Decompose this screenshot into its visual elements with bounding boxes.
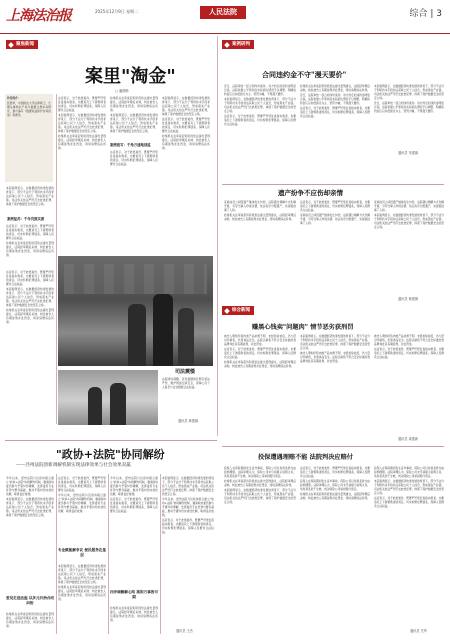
author-cppcc: 通讯员 王杰 <box>176 629 193 633</box>
article-paragraph: 法官表示，对于此类案件，既要严厉惩处直接实施者，也要追究上下游帮助者的责任，切实斩断犯罪链条，保障人民群众合法权益。 <box>58 96 106 113</box>
article-paragraph: 法官表示，对于此类案件，既要严厉惩处直接实施者，也要追究上下游帮助者的责任，切实斩断犯罪链条，保障人民群众合法权益。 <box>110 150 158 167</box>
article-subtitle-cppcc: ——泾州法院创新调解机制实现法律效果与社会效果双赢 <box>16 463 131 468</box>
article-paragraph: 今年以来，泾州法院与区政协联合建立"政协+法院"协同解纷机制，邀请政协委员参与矛盾纠纷调解，发挥委员专业优势与群众基础，推动矛盾纠纷实质性化解，取得良好成效。 <box>162 497 214 518</box>
article-title-insurance: 投保遭遇理赔不能 法院判决应赔付 <box>258 454 353 461</box>
article-paragraph: 检察机关在审查起诉阶段依法提出量刑建议，法院经审理后采纳，判处被告人有期徒刑并处罚金，同时追缴违法所得。 <box>300 491 370 500</box>
article-paragraph: 法官表示，对于此类案件，既要严厉惩处直接实施者，也要追究上下游帮助者的责任，切实斩断犯罪链条，保障人民群众合法权益。 <box>300 200 370 213</box>
article-paragraph: 本起案例显示，在数据经济快速发展的背景下，部分不法分子利用技术手段非法获取公民个人信息，形成黑灰产业链。司法机关依法严厉打击此类犯罪，体现了保护数据安全的坚定立场。 <box>374 212 444 230</box>
article-paragraph: 本起案例显示，在数据经济快速发展的背景下，部分不法分子利用技术手段非法获取公民个人信息，形成黑灰产业链。司法机关依法严厉打击此类犯罪，体现了保护数据安全的坚定立场。 <box>6 286 54 308</box>
article-paragraph: 本起案例显示，在数据经济快速发展的背景下，部分不法分子利用技术手段非法获取公民个人信息，形成黑灰产业链。司法机关依法严厉打击此类犯罪，体现了保护数据安全的坚定立场。 <box>58 112 106 134</box>
subhead-1: 案例复苏：千年究鼓实质 <box>7 217 45 221</box>
article-paragraph: 检察机关在审查起诉阶段依法提出量刑建议，法院经审理后采纳，判处被告人有期徒刑并处罚金，同时追缴违法所得。 <box>58 134 106 151</box>
article-paragraph: 本起案例显示，在数据经济快速发展的背景下，部分不法分子利用技术手段非法获取公民个人信息，形成黑灰产业链。司法机关依法严厉打击此类犯罪，体现了保护数据安全的坚定立场。 <box>374 84 444 101</box>
article-paragraph: 本起案例显示，在数据经济快速发展的背景下，部分不法分子利用技术手段非法获取公民个人信息，形成黑灰产业链。司法机关依法严厉打击此类犯罪，体现了保护数据安全的坚定立场。 <box>6 186 54 207</box>
column-tag-right-2: 综合新闻 <box>222 306 254 315</box>
office-photo <box>58 370 158 425</box>
article-paragraph: 被告人明知所售肉类产品来源不明、未经检验检疫，仍大量对外销售，危害食品安全。法院以销售不符合安全标准的食品罪判处其有期徒刑，并处罚金。 <box>224 334 296 347</box>
article-paragraph: 法官表示，对于此类案件，既要严厉惩处直接实施者，也要追究上下游帮助者的责任，切实斩断犯罪链条，保障人民群众合法权益。 <box>224 113 296 127</box>
article-paragraph: 近日，法院审结一起合同纠纷案件。双方约定的违约金明显过高，法院依据公平原则及实际损失情况予以调整，明确违约金应以补偿损失为主、惩罚为辅，不得漫天要价。 <box>300 92 370 105</box>
box-heading-2: 专业赋能解争议 便民服务在基层 <box>58 548 106 557</box>
article-title-meat: 赚黑心钱卖"问题肉" 情节恶劣获刑罚 <box>252 324 354 331</box>
article-paragraph: 检察机关在审查起诉阶段依法提出量刑建议，法院经审理后采纳，判处被告人有期徒刑并处罚金，同时追缴违法所得。 <box>224 359 296 368</box>
notice-text: 法院同时提醒，涉及数据的犯罪应依法严惩，维护网络空间安全，保障公民个人信息与企业数据合法权益。 <box>162 377 210 390</box>
column-tag-right: 案例研判 <box>222 40 254 49</box>
notice-author: 通讯员 林建雄 <box>178 419 199 423</box>
author-contract: 通讯员 朱建雄 <box>398 151 419 155</box>
article-paragraph: 法官表示，对于此类案件，既要严厉惩处直接实施者，也要追究上下游帮助者的责任，切实斩断犯罪链条，保障人民群众合法权益。 <box>374 495 444 509</box>
article-paragraph: 本起案例显示，在数据经济快速发展的背景下，部分不法分子利用技术手段非法获取公民个人信息，形成黑灰产业链。司法机关依法严厉打击此类犯罪，体现了保护数据安全的坚定立场。 <box>162 476 214 497</box>
article-title-contract: 合同违约金不守"漫天要价" <box>262 70 347 79</box>
article-paragraph: 被告人明知所售肉类产品来源不明、未经检验检疫，仍大量对外销售，危害食品安全。法院以销售不符合安全标准的食品罪判处其有期徒刑，并处罚金。 <box>300 350 370 364</box>
byline-main: □ 潘德韩 <box>115 89 129 93</box>
article-paragraph: 今年以来，泾州法院与区政协联合建立"政协+法院"协同解纷机制，邀请政协委员参与矛盾纠纷调解，发挥委员专业优势与群众基础，推动矛盾纠纷实质性化解，取得良好成效。 <box>58 492 106 514</box>
author-meat: 通讯员 姜建新 <box>398 437 419 441</box>
article-paragraph: 检察机关在审查起诉阶段依法提出量刑建议，法院经审理后采纳，判处被告人有期徒刑并处罚金，同时追缴违法所得。 <box>162 134 210 151</box>
article-paragraph: 本起案例显示，在数据经济快速发展的背景下，部分不法分子利用技术手段非法获取公民个人信息，形成黑灰产业链。司法机关依法严厉打击此类犯罪，体现了保护数据安全的坚定立场。 <box>374 478 444 496</box>
article-paragraph: 家庭成员之间因遗产继承发生纠纷，法院通过调解方式化解矛盾，引导当事人珍视亲情，依法有序分配遗产，实现案结事了人和。 <box>374 200 444 213</box>
article-title-main: 案里"淘金" <box>85 66 176 87</box>
article-paragraph: 检察机关在审查起诉阶段依法提出量刑建议，法院经审理后采纳，判处被告人有期徒刑并处罚金，同时追缴违法所得。 <box>224 212 296 221</box>
article-paragraph: 投保人在保险期间发生意外事故，保险公司以免责条款为由拒绝理赔。法院审理认为，保险公司未尽到提示说明义务，该免责条款不生效，判决保险公司承担赔付责任。 <box>300 478 370 492</box>
article-paragraph: 本起案例显示，在数据经济快速发展的背景下，部分不法分子利用技术手段非法获取公民个人信息，形成黑灰产业链。司法机关依法严厉打击此类犯罪，体现了保护数据安全的坚定立场。 <box>300 334 370 351</box>
article-paragraph: 法官表示，对于此类案件，既要严厉惩处直接实施者，也要追究上下游帮助者的责任，切实斩断犯罪链条，保障人民群众合法权益。 <box>300 105 370 118</box>
article-paragraph: 近日，法院审结一起合同纠纷案件。双方约定的违约金明显过高，法院依据公平原则及实际损失情况予以调整，明确违约金应以补偿损失为主、惩罚为辅，不得漫天要价。 <box>374 100 444 114</box>
article-paragraph: 本起案例显示，在数据经济快速发展的背景下，部分不法分子利用技术手段非法获取公民个人信息，形成黑灰产业链。司法机关依法严厉打击此类犯罪，体现了保护数据安全的坚定立场。 <box>224 96 296 114</box>
issue-date: 2025年12月9日 星期二 <box>95 9 139 14</box>
article-paragraph: 法官表示，对于此类案件，既要严厉惩处直接实施者，也要追究上下游帮助者的责任，切实斩断犯罪链条，保障人民群众合法权益。 <box>162 117 210 134</box>
article-paragraph: 检察机关在审查起诉阶段依法提出量刑建议，法院经审理后采纳，判处被告人有期徒刑并处罚金，同时追缴违法所得。 <box>6 308 54 325</box>
article-paragraph: 今年以来，泾州法院与区政协联合建立"政协+法院"协同解纷机制，邀请政协委员参与矛盾纠纷调解，发挥委员专业优势与群众基础，推动矛盾纠纷实质性化解，取得良好成效。 <box>110 476 158 497</box>
masthead <box>0 0 450 34</box>
article-paragraph: 法官表示，对于此类案件，既要严厉惩处直接实施者，也要追究上下游帮助者的责任，切实斩断犯罪链条，保障人民群众合法权益。 <box>58 476 106 493</box>
box-heading-3: 四步调解解心结 案和万事皆可期 <box>110 590 158 599</box>
article-title-cppcc: "政协+法院"协同解纷 <box>56 448 165 461</box>
article-paragraph: 今年以来，泾州法院与区政协联合建立"政协+法院"协同解纷机制，邀请政协委员参与矛盾纠纷调解，发挥委员专业优势与群众基础，推动矛盾纠纷实质性化解，取得良好成效。 <box>6 476 54 497</box>
page-rubric: 综合 | 3 <box>409 9 442 19</box>
article-paragraph: 本起案例显示，在数据经济快速发展的背景下，部分不法分子利用技术手段非法获取公民个人信息，形成黑灰产业链。司法机关依法严厉打击此类犯罪，体现了保护数据安全的坚定立场。 <box>162 96 210 117</box>
article-paragraph: 近日，法院审结一起合同纠纷案件。双方约定的违约金明显过高，法院依据公平原则及实际损失情况予以调整，明确违约金应以补偿损失为主、惩罚为辅，不得漫天要价。 <box>224 84 296 97</box>
article-paragraph: 检察机关在审查起诉阶段依法提出量刑建议，法院经审理后采纳，判处被告人有期徒刑并处罚金，同时追缴违法所得。 <box>224 478 296 487</box>
article-paragraph: 检察机关在审查起诉阶段依法提出量刑建议，法院经审理后采纳，判处被告人有期徒刑并处罚金，同时追缴违法所得。 <box>58 585 106 602</box>
author-inheritance: 通讯员 林建雄 <box>398 297 419 301</box>
column-tag-left: 聚焦新闻 <box>6 40 38 49</box>
article-title-inheritance: 遗产纷争不应伤却亲情 <box>278 189 343 197</box>
article-paragraph: 检察机关在审查起诉阶段依法提出量刑建议，法院经审理后采纳，判处被告人有期徒刑并处罚金，同时追缴违法所得。 <box>6 240 54 258</box>
article-paragraph: 检察机关在审查起诉阶段依法提出量刑建议，法院经审理后采纳，判处被告人有期徒刑并处罚金，同时追缴违法所得。 <box>300 84 370 93</box>
section-tag: 人民法院 <box>200 6 246 19</box>
box-heading-1: 委员走进法庭 以多元共治合同纠纷 <box>6 596 54 605</box>
article-paragraph: 法官表示，对于此类案件，既要严厉惩处直接实施者，也要追究上下游帮助者的责任，切实斩断犯罪链条，保障人民群众合法权益。 <box>162 518 214 535</box>
court-photo <box>58 256 213 366</box>
article-paragraph: 法官表示，对于此类案件，既要严厉惩处直接实施者，也要追究上下游帮助者的责任，切实斩断犯罪链条，保障人民群众合法权益。 <box>6 270 54 287</box>
article-paragraph: 本起案例显示，在数据经济快速发展的背景下，部分不法分子利用技术手段非法获取公民个人信息，形成黑灰产业链。司法机关依法严厉打击此类犯罪，体现了保护数据安全的坚定立场。 <box>224 487 296 504</box>
article-paragraph: 检察机关在审查起诉阶段依法提出量刑建议，法院经审理后采纳，判处被告人有期徒刑并处罚金，同时追缴违法所得。 <box>110 606 158 623</box>
article-paragraph: 被告人明知所售肉类产品来源不明、未经检验检疫，仍大量对外销售，危害食品安全。法院以销售不符合安全标准的食品罪判处其有期徒刑，并处罚金。 <box>374 334 444 347</box>
article-paragraph: 本起案例显示，在数据经济快速发展的背景下，部分不法分子利用技术手段非法获取公民个人信息，形成黑灰产业链。司法机关依法严厉打击此类犯罪，体现了保护数据安全的坚定立场。 <box>6 497 54 518</box>
article-paragraph: 法官表示，对于此类案件，既要严厉惩处直接实施者，也要追究上下游帮助者的责任，切实斩断犯罪链条，保障人民群众合法权益。 <box>374 346 444 360</box>
article-paragraph: 家庭成员之间因遗产继承发生纠纷，法院通过调解方式化解矛盾，引导当事人珍视亲情，依法有序分配遗产，实现案结事了人和。 <box>300 212 370 226</box>
author-intro-text: 张德华，中国政法大学法律硕士，长期从事知识产权与数据合规实务研究，参与编写《数据权益保护实务指南》等著作。 <box>7 100 51 117</box>
notice-title: 司法震慑 <box>174 369 195 375</box>
article-paragraph: 法官表示，对于此类案件，既要严厉惩处直接实施者，也要追究上下游帮助者的责任，切实斩断犯罪链条，保障人民群众合法权益。 <box>224 346 296 360</box>
article-paragraph: 投保人在保险期间发生意外事故，保险公司以免责条款为由拒绝理赔。法院审理认为，保险公司未尽到提示说明义务，该免责条款不生效，判决保险公司承担赔付责任。 <box>224 466 296 479</box>
newspaper-logo: 上海法治报 <box>6 8 71 24</box>
article-paragraph: 检察机关在审查起诉阶段依法提出量刑建议，法院经审理后采纳，判处被告人有期徒刑并处罚金，同时追缴违法所得。 <box>110 96 158 113</box>
article-paragraph: 法官表示，对于此类案件，既要严厉惩处直接实施者，也要追究上下游帮助者的责任，切实斩断犯罪链条，保障人民群众合法权益。 <box>300 466 370 479</box>
subhead-2: 案例延写：千角万速地别监 <box>110 143 151 147</box>
article-paragraph: 本起案例显示，在数据经济快速发展的背景下，部分不法分子利用技术手段非法获取公民个人信息，形成黑灰产业链。司法机关依法严厉打击此类犯罪，体现了保护数据安全的坚定立场。 <box>58 564 106 585</box>
author-intro-label: 作者简介： <box>7 96 21 100</box>
article-paragraph: 法官表示，对于此类案件，既要严厉惩处直接实施者，也要追究上下游帮助者的责任，切实斩断犯罪链条，保障人民群众合法权益。 <box>110 497 158 514</box>
article-paragraph: 本起案例显示，在数据经济快速发展的背景下，部分不法分子利用技术手段非法获取公民个人信息，形成黑灰产业链。司法机关依法严厉打击此类犯罪，体现了保护数据安全的坚定立场。 <box>110 112 158 134</box>
article-paragraph: 投保人在保险期间发生意外事故，保险公司以免责条款为由拒绝理赔。法院审理认为，保险公司未尽到提示说明义务，该免责条款不生效，判决保险公司承担赔付责任。 <box>374 466 444 479</box>
article-paragraph: 家庭成员之间因遗产继承发生纠纷，法院通过调解方式化解矛盾，引导当事人珍视亲情，依法有序分配遗产，实现案结事了人和。 <box>224 200 296 213</box>
article-paragraph: 法官表示，对于此类案件，既要严厉惩处直接实施者，也要追究上下游帮助者的责任，切实斩断犯罪链条，保障人民群众合法权益。 <box>6 224 54 241</box>
article-paragraph: 检察机关在审查起诉阶段依法提出量刑建议，法院经审理后采纳，判处被告人有期徒刑并处罚金，同时追缴违法所得。 <box>6 612 54 629</box>
author-insurance: 通讯员 关军 <box>410 629 427 633</box>
